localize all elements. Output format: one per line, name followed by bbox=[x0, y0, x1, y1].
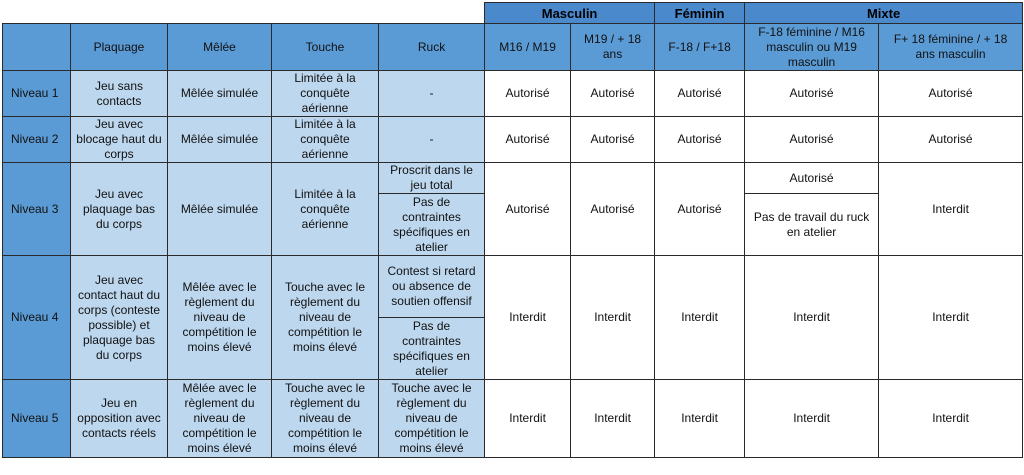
cell-m19-18: Autorisé bbox=[571, 117, 655, 163]
col-touche: Touche bbox=[272, 24, 379, 71]
row-label: Niveau 2 bbox=[3, 117, 71, 163]
cell-mixte-jeunes: Interdit bbox=[745, 380, 879, 458]
cell-f18: Interdit bbox=[655, 380, 745, 458]
col-ruck: Ruck bbox=[379, 24, 485, 71]
column-header-row bbox=[3, 24, 1023, 71]
cell-mixte-jeunes-jeu: Autorisé bbox=[745, 163, 879, 194]
cell-plaquage: Jeu en opposition avec contacts réels bbox=[71, 380, 168, 458]
cell-m16-m19: Autorisé bbox=[485, 71, 571, 117]
row-label: Niveau 1 bbox=[3, 71, 71, 117]
cell-plaquage: Jeu avec blocage haut du corps bbox=[71, 117, 168, 163]
cell-touche: Limitée à la conquête aérienne bbox=[272, 71, 379, 117]
cell-m16-m19: Autorisé bbox=[485, 163, 571, 256]
cell-m19-18: Autorisé bbox=[571, 163, 655, 256]
table-row-niveau-4 bbox=[3, 256, 1023, 318]
cell-f18: Autorisé bbox=[655, 71, 745, 117]
table-row-niveau-3 bbox=[3, 163, 1023, 194]
cell-melee: Mêlée avec le règlement du niveau de compétition le moins élevé bbox=[168, 380, 272, 458]
group-mixte: Mixte bbox=[745, 3, 1023, 24]
table-row-niveau-2 bbox=[3, 117, 1023, 163]
cell-m16-m19: Autorisé bbox=[485, 117, 571, 163]
corner-cell bbox=[3, 24, 71, 71]
cell-f18: Autorisé bbox=[655, 117, 745, 163]
cell-ruck: Touche avec le règlement du niveau de compétition le moins élevé bbox=[379, 380, 485, 458]
group-header-row bbox=[3, 3, 1023, 24]
rules-table bbox=[2, 2, 1023, 458]
cell-mixte-adultes: Autorisé bbox=[879, 71, 1023, 117]
cell-m19-18: Autorisé bbox=[571, 71, 655, 117]
cell-melee: Mêlée avec le règlement du niveau de compétition le moins élevé bbox=[168, 256, 272, 380]
col-melee: Mêlée bbox=[168, 24, 272, 71]
cell-melee: Mêlée simulée bbox=[168, 163, 272, 256]
cell-mixte-jeunes-atelier: Pas de travail du ruck en atelier bbox=[745, 194, 879, 256]
cell-plaquage: Jeu sans contacts bbox=[71, 71, 168, 117]
cell-ruck: - bbox=[379, 117, 485, 163]
row-label: Niveau 5 bbox=[3, 380, 71, 458]
cell-mixte-adultes: Autorisé bbox=[879, 117, 1023, 163]
cell-mixte-adultes: Interdit bbox=[879, 163, 1023, 256]
cell-ruck-jeu: Contest si retard ou absence de soutien offensif bbox=[379, 256, 485, 318]
cell-ruck: - bbox=[379, 71, 485, 117]
cell-m19-18: Interdit bbox=[571, 256, 655, 380]
col-mixte-jeunes: F-18 féminine / M16 masculin ou M19 masculin bbox=[745, 24, 879, 71]
group-masculin: Masculin bbox=[485, 3, 655, 24]
cell-mixte-adultes: Interdit bbox=[879, 256, 1023, 380]
cell-f18: Autorisé bbox=[655, 163, 745, 256]
row-label: Niveau 3 bbox=[3, 163, 71, 256]
cell-m19-18: Interdit bbox=[571, 380, 655, 458]
cell-mixte-jeunes: Autorisé bbox=[745, 71, 879, 117]
cell-m16-m19: Interdit bbox=[485, 380, 571, 458]
cell-mixte-jeunes: Autorisé bbox=[745, 117, 879, 163]
col-f18: F-18 / F+18 bbox=[655, 24, 745, 71]
cell-ruck-atelier: Pas de contraintes spécifiques en atelier bbox=[379, 194, 485, 256]
cell-f18: Interdit bbox=[655, 256, 745, 380]
col-plaquage: Plaquage bbox=[71, 24, 168, 71]
cell-mixte-jeunes: Interdit bbox=[745, 256, 879, 380]
col-m19-18: M19 / + 18 ans bbox=[571, 24, 655, 71]
cell-touche: Touche avec le règlement du niveau de compétition le moins élevé bbox=[272, 256, 379, 380]
cell-ruck-jeu: Proscrit dans le jeu total bbox=[379, 163, 485, 194]
cell-touche: Limitée à la conquête aérienne bbox=[272, 163, 379, 256]
col-mixte-adultes: F+ 18 féminine / + 18 ans masculin bbox=[879, 24, 1023, 71]
cell-m16-m19: Interdit bbox=[485, 256, 571, 380]
cell-mixte-adultes: Interdit bbox=[879, 380, 1023, 458]
table-row-niveau-1 bbox=[3, 71, 1023, 117]
row-label: Niveau 4 bbox=[3, 256, 71, 380]
table-row-niveau-5 bbox=[3, 380, 1023, 458]
cell-melee: Mêlée simulée bbox=[168, 117, 272, 163]
cell-touche: Limitée à la conquête aérienne bbox=[272, 117, 379, 163]
cell-plaquage: Jeu avec contact haut du corps (conteste possible) et plaquage bas du corps bbox=[71, 256, 168, 380]
group-feminin: Féminin bbox=[655, 3, 745, 24]
cell-ruck-atelier: Pas de contraintes spécifiques en atelier bbox=[379, 318, 485, 380]
col-m16-m19: M16 / M19 bbox=[485, 24, 571, 71]
cell-melee: Mêlée simulée bbox=[168, 71, 272, 117]
cell-touche: Touche avec le règlement du niveau de compétition le moins élevé bbox=[272, 380, 379, 458]
cell-plaquage: Jeu avec plaquage bas du corps bbox=[71, 163, 168, 256]
